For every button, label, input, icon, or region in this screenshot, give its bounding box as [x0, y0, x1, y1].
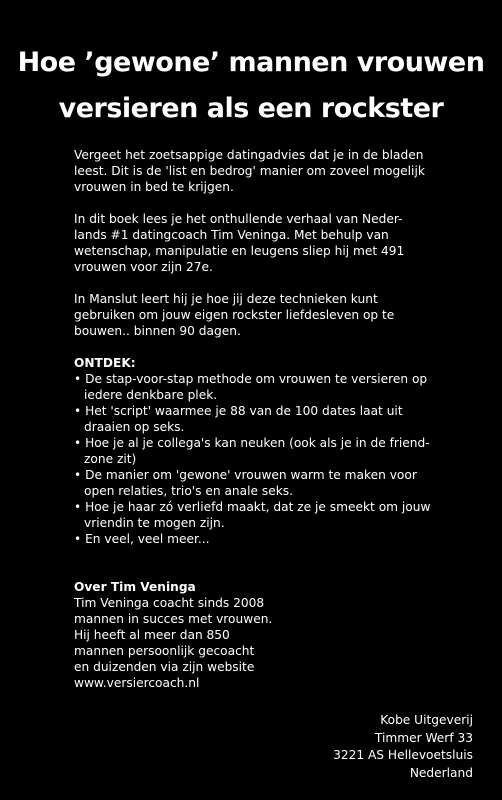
- list-item: [74, 467, 444, 499]
- website-url: www.versiercoach.nl: [74, 676, 200, 690]
- intro-paragraph-2: [74, 211, 444, 275]
- text-line: Vergeet het zoetsappige datingadvies dat je in de bladen: [74, 148, 424, 162]
- publisher-street: Timmer Werf 33: [374, 730, 473, 745]
- bullet-text: • Hoe je haar zó verliefd maakt, dat ze je smeekt om jouw: [74, 500, 431, 514]
- text-line: vrouwen voor zijn 27e.: [74, 260, 213, 274]
- bullet-text-continuation: vriendin te mogen zijn.: [84, 516, 225, 530]
- intro-paragraph-1: [74, 147, 444, 195]
- text-line: bouwen.. binnen 90 dagen.: [74, 324, 241, 338]
- publisher-name: Kobe Uitgeverij: [380, 713, 473, 727]
- list-item: [74, 435, 444, 467]
- ontdek-heading: ONTDEK:: [74, 356, 136, 370]
- text-line: vrouwen in bed te krijgen.: [74, 180, 234, 194]
- about-author: [74, 579, 444, 691]
- publisher-country: Nederland: [409, 765, 473, 780]
- bullet-text: • Hoe je al je collega's kan neuken (ook als je in de friend-: [74, 436, 430, 450]
- bullet-text: • Het 'script' waarmee je 88 van de 100 dates laat uit: [74, 404, 403, 418]
- bullet-text-continuation: iedere denkbare plek.: [84, 388, 218, 402]
- text-line: mannen in succes met vrouwen.: [74, 612, 273, 626]
- list-item: [74, 531, 444, 547]
- list-item: [74, 499, 444, 531]
- list-item: [74, 371, 444, 403]
- ontdek-list: [74, 371, 444, 547]
- publisher-city: 3221 AS Hellevoetsluis: [333, 748, 473, 762]
- title-line-2: versieren als een rockster: [58, 93, 444, 124]
- text-line: leest. Dit is de 'list en bedrog' manier om zoveel mogelijk: [74, 164, 425, 178]
- text-line: Hij heeft al meer dan 850: [74, 628, 230, 642]
- bullet-text-continuation: draaien op seks.: [84, 420, 185, 434]
- text-line: mannen persoonlijk gecoacht: [74, 644, 255, 658]
- text-line: In dit boek lees je het onthullende verhaal van Neder-: [74, 212, 403, 226]
- bullet-text: • De stap-voor-stap methode om vrouwen te versieren op: [74, 372, 428, 386]
- bullet-text-continuation: open relaties, trio's en anale seks.: [84, 484, 293, 498]
- text-line: en duizenden via zijn website: [74, 660, 255, 674]
- publisher-address: [333, 712, 473, 782]
- text-line: In Manslut leert hij je hoe jij deze technieken kunt: [74, 292, 378, 306]
- about-heading: Over Tim Veninga: [74, 580, 196, 594]
- text-line: gebruiken om jouw eigen rockster liefdesleven op te: [74, 308, 395, 322]
- bullet-text-continuation: zone zit): [84, 452, 137, 466]
- text-line: lands #1 datingcoach Tim Veninga. Met behulp van: [74, 228, 389, 242]
- intro-paragraph-3: [74, 291, 444, 339]
- bullet-text: • En veel, veel meer...: [74, 532, 210, 546]
- bullet-text: • De manier om 'gewone' vrouwen warm te maken voor: [74, 468, 417, 482]
- text-line: wetenschap, manipulatie en leugens sliep hij met 491: [74, 244, 405, 258]
- title-line-1: Hoe ’gewone’ mannen vrouwen: [17, 47, 485, 78]
- book-title: [0, 40, 502, 132]
- list-item: [74, 403, 444, 435]
- back-cover-text: [74, 147, 444, 691]
- text-line: Tim Veninga coacht sinds 2008: [74, 596, 265, 610]
